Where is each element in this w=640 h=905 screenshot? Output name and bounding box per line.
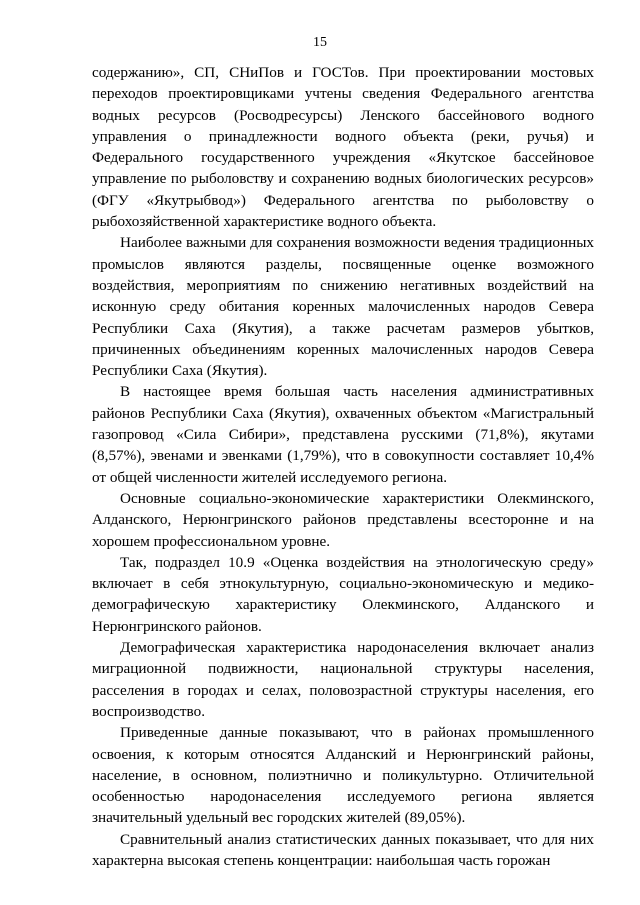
body-text <box>92 62 594 871</box>
paragraph: Наиболее важными для сохранения возможности ведения традиционных промыслов являются разделы, посвященные оценке возможного воздействия, мероприятиям по снижению негативных воздействий на исконную среду обитания коренных малочисленных народов Севера Республики Саха (Якутия), а также расчетам размеров убытков, причиненных объединениям коренных малочисленных народов Севера Республики Саха (Якутия). <box>92 234 594 380</box>
paragraph: Приведенные данные показывают, что в районах промышленного освоения, к которым относятся Алданский и Нерюнгринский районы, население, в основном, полиэтнично и поликультурно. Отличительной особенностью народонаселения исследуемого региона является значительный удельный вес городских жителей (89,05%). <box>92 724 594 827</box>
paragraph: Демографическая характеристика народонаселения включает анализ миграционной подвижности, национальной структуры населения, расселения в городах и селах, половозрастной структуры населения, его воспроизводство. <box>92 639 594 720</box>
page-number: 15 <box>313 35 327 50</box>
paragraph: Сравнительный анализ статистических данных показывает, что для них характерна высокая степень концентрации: наибольшая часть горожан <box>92 830 594 869</box>
paragraph: В настоящее время большая часть населения административных районов Республики Саха (Якутия), охваченных объектом «Магистральный газопровод «Сила Сибири», представлена русскими (71,8%), якутами (8,57%), эвенами и эвенками (1,79%), что в совокупности составляет 10,4% от общей численности жителей исследуемого региона. <box>92 383 594 486</box>
paragraph: Так, подраздел 10.9 «Оценка воздействия на этнологическую среду» включает в себя этнокультурную, социально-экономическую и медико-демографическую характеристику Олекминского, Алданского и Нерюнгринского районов. <box>92 553 594 635</box>
paragraph-continued: содержанию», СП, СНиПов и ГОСТов. При проектировании мостовых переходов проектировщиками учтены сведения Федерального агентства водных ресурсов (Росводресурсы) Ленского бассейнового водного управления о принадлежности водного объекта (реки, ручья) и Федерального государственного учреждения «Якутское бассейновое управление по рыболовству и сохранению водных биологических ресурсов» (ФГУ «Якутрыбвод») Федерального агентства по рыболовству о рыбохозяйственной характеристике водного объекта. <box>92 64 594 231</box>
paragraph: Основные социально-экономические характеристики Олекминского, Алданского, Нерюнгринского районов представлены всесторонне и на хорошем профессиональном уровне. <box>92 489 594 550</box>
